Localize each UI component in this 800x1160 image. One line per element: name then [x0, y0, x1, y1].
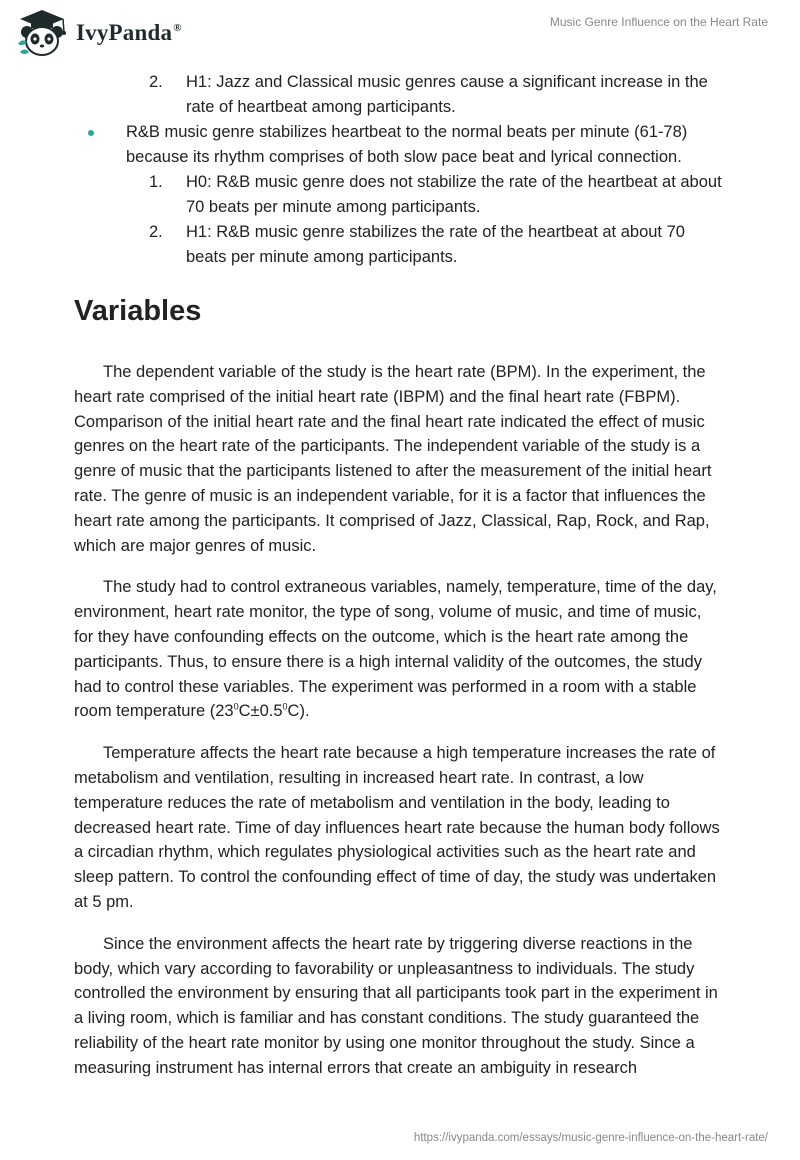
paragraph: Temperature affects the heart rate because a high temperature increases the rate of metabolism and ventilation, resulting in increased heart rate. In contrast, a low temperature reduces the rate of metabolism and ventilation in the body, leading to decreased heart rate. Time of day influences heart rate because the human body follows a circadian rhythm, which regulates physiological activities such as the heart rate and sleep pattern. To control the confounding effect of time of day, the study was undertaken at 5 pm.	[74, 744, 720, 911]
panda-graduate-icon	[14, 8, 70, 58]
hypothesis-item	[74, 170, 724, 220]
hypothesis-item	[74, 70, 724, 120]
paragraph-text: The study had to control extraneous variables, namely, temperature, time of the day, environment, heart rate monitor, the type of song, volume of music, and time of music, for they have confounding effects on the outcome, which is the heart rate among the participants. Thus, to ensure there is a high internal validity of the outcomes, the study had to control these variables. The experiment was performed in a room with a stable room temperature	[74, 578, 717, 721]
essay-content	[74, 70, 724, 1081]
hypothesis-item	[74, 220, 724, 270]
paragraph: Since the environment affects the heart rate by triggering diverse reactions in the body, which vary according to favorability or unpleasantness to individuals. The study controlled the environment by ensuring that all participants took part in the experiment in a living room, which is familiar and has constant conditions. The study guaranteed the reliability of the heart rate monitor by using one monitor throughout the study. Since a measuring instrument has internal errors that create an ambiguity in research	[74, 934, 718, 1077]
ivypanda-logo[interactable]	[14, 8, 182, 58]
bullet-dot-icon	[88, 130, 94, 136]
page-header	[0, 0, 800, 68]
section-heading: Variables	[74, 295, 202, 327]
logo-text: IvyPanda®	[76, 20, 182, 45]
document-title: Music Genre Influence on the Heart Rate	[549, 15, 768, 29]
bullet-item	[74, 120, 724, 170]
bullet-text: R&B music genre stabilizes heartbeat to the normal beats per minute (61-78) because its rhythm comprises of both slow pace beat and lyrical connection.	[126, 123, 688, 166]
list-number: 2.	[149, 223, 163, 241]
temperature-value: $(23^0C\pm 0.5^0C)$.	[209, 701, 310, 721]
hypothesis-text: H1: Jazz and Classical music genres cause a significant increase in the rate of heartbeat among participants.	[186, 73, 708, 116]
hypothesis-text: H0: R&B music genre does not stabilize the rate of the heartbeat at about 70 beats per minute among participants.	[186, 173, 722, 216]
paragraph	[74, 575, 724, 724]
source-url[interactable]: https://ivypanda.com/essays/music-genre-influence-on-the-heart-rate/	[413, 1132, 768, 1144]
list-number: 1.	[149, 173, 163, 191]
list-number: 2.	[149, 73, 163, 91]
hypothesis-text: H1: R&B music genre stabilizes the rate of the heartbeat at about 70 beats per minute among participants.	[186, 223, 685, 266]
paragraph: The dependent variable of the study is the heart rate (BPM). In the experiment, the heart rate comprised of the initial heart rate (IBPM) and the final heart rate (FBPM). Comparison of the initial heart rate and the final heart rate indicated the effect of music genres on the heart rate of the participants. The independent variable of the study is a genre of music that the participants listened to after the measurement of the initial heart rate. The genre of music is an independent variable, for it is a factor that influences the heart rate among the participants. It comprised of Jazz, Classical, Rap, Rock, and Rap, which are major genres of music.	[74, 363, 712, 555]
